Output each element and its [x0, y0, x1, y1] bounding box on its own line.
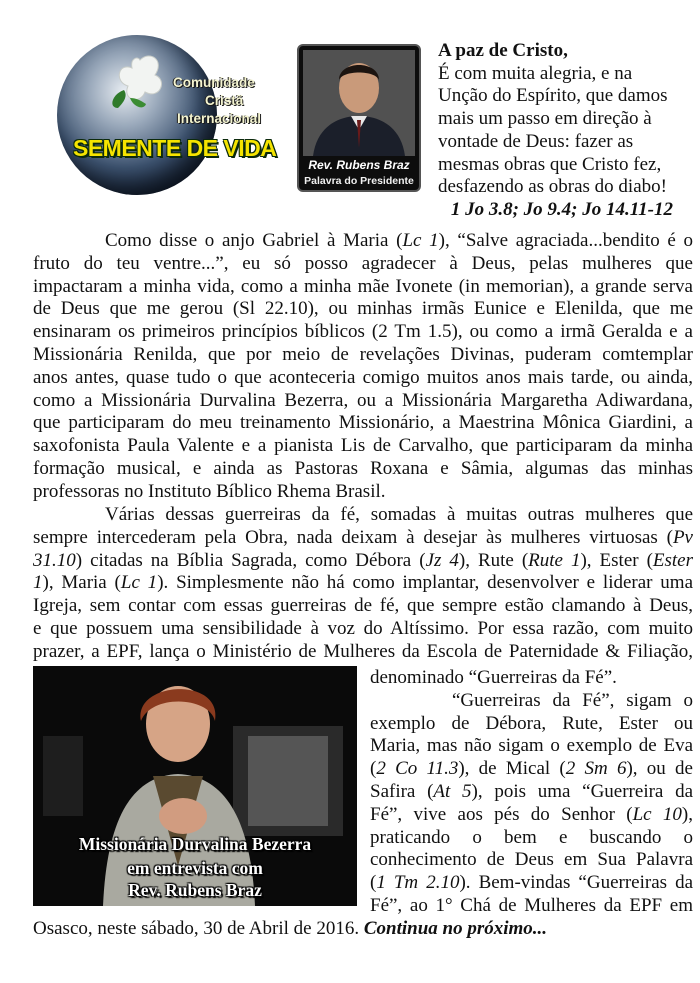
text-line: professoras no Instituto Bíblico Rhema Brasil.: [33, 480, 386, 502]
portrait-role: Palavra do Presidente: [304, 175, 414, 187]
text-line: formação musical, e ainda as Pastoras Roxana e Sâmia, algumas das minhas: [33, 457, 693, 479]
logo-text-line1: Comunidade: [173, 75, 255, 90]
text-line: de Deus que me gerou (Sl 22.10), ou minhas irmãs Eunice e Elenilda, que me: [33, 298, 693, 320]
text-line: ensinaram os primeiros princípios bíblicos (2 Tm 1.5), ou como a irmã Geralda e a: [33, 321, 693, 343]
paragraph-2: [33, 504, 693, 664]
text-line: (1 Tm 2.10). Bem-vindas “Guerreiras da: [370, 872, 694, 894]
logo-text-line3: Internacional: [177, 111, 262, 126]
text-line: e que possuem uma sensibilidade à voz do Altíssimo. Por essa razão, com muito: [33, 617, 693, 639]
interview-photo: [33, 666, 357, 906]
text-line: prazer, a EPF, lança o Ministério de Mulheres da Escola de Paternidade & Filiação,: [33, 640, 693, 662]
portrait-name: Rev. Rubens Braz: [308, 158, 410, 172]
text-line: 1), Maria (Lc 1). Simplesmente não há como implantar, desenvolver e liderar uma: [33, 572, 694, 594]
man-photo: [303, 50, 415, 156]
greeting-line: mesmas obras que Cristo fez,: [438, 153, 662, 175]
bible-references: 1 Jo 3.8; Jo 9.4; Jo 14.11-12: [450, 198, 673, 220]
greeting-line: vontade de Deus: fazer as: [438, 130, 634, 152]
photo-caption-line1: Missionária Durvalina Bezerra: [78, 834, 312, 854]
paragraph-3: [370, 667, 693, 918]
text-line: Safira (At 5), pois uma “Guerreira da: [370, 780, 694, 802]
flower-icon: [110, 50, 170, 110]
text-line: Igreja, sem contar com essas guerreiras de fé, que sempre estão clamando à Deus,: [33, 595, 693, 617]
text-line: como a Missionária Durvalina Bezerra, ou a Missionária Margaretha Adiwardana,: [33, 389, 693, 411]
text-line: conhecimento de Deus em Sua Palavra: [370, 849, 693, 871]
photo-caption-line2: em entrevista com: [127, 858, 263, 878]
greeting-line: desfazendo as obras do diabo!: [438, 176, 667, 198]
text-line: Maria, mas não sigam o exemplo de Eva: [370, 735, 693, 757]
greeting-line: Unção do Espírito, que damos: [438, 85, 668, 107]
church-logo: [55, 35, 280, 195]
text-line: “Guerreiras da Fé”, sigam o: [452, 689, 693, 711]
text-line: praticando o bem e buscando o: [370, 826, 693, 848]
text-line: Missionária Renilda, que por meio de revelações Divinas, puderam comtemplar: [33, 343, 693, 365]
text-line: anos antes, quase tudo o que aconteceria comigo muitos anos mais tarde, ou ainda,: [33, 366, 693, 388]
text-line: Como disse o anjo Gabriel à Maria (Lc 1), “Salve agraciada...bendito é o: [105, 230, 693, 251]
text-line: saxofonista Paula Valente e a pianista Lis de Carvalho, que participaram da minha: [33, 435, 693, 457]
text-line: exemplo de Débora, Rute, Ester ou: [370, 712, 693, 734]
text-line: Fé”, ao 1° Chá de Mulheres da EPF em: [370, 894, 693, 916]
continue-note: Continua no próximo...: [363, 918, 548, 939]
closing-line: [33, 918, 547, 940]
paragraph-1: [33, 230, 693, 504]
president-portrait: [297, 44, 421, 192]
text-line: denominado “Guerreiras da Fé”.: [370, 667, 617, 688]
greeting-block: [438, 40, 693, 222]
text-line: fruto do teu ventre...”, eu só posso agradecer à Deus, pelas mulheres que: [33, 252, 693, 274]
greeting-line: É com muita alegria, e na: [438, 62, 633, 84]
logo-main-text: SEMENTE DE VIDA: [73, 135, 277, 161]
greeting-line: mais um passo em direção à: [438, 108, 652, 130]
photo-caption-line3: Rev. Rubens Braz: [128, 880, 262, 900]
logo-text-line2: Cristã: [205, 93, 244, 108]
closing-text: Osasco, neste sábado, 30 de Abril de 2016.: [33, 918, 360, 939]
greeting-title: A paz de Cristo,: [438, 40, 568, 61]
text-line: sempre intercederam pela Obra, nada deixam à desejar às mulheres virtuosas (Pv: [33, 526, 693, 548]
text-line: Várias dessas guerreiras da fé, somadas à muitas outras mulheres que: [105, 504, 693, 525]
text-line: impactaram a minha vida, como a minha mãe Ivonete (in memorian), a grande serva: [33, 275, 693, 297]
text-line: Fé”, vive aos pés do Senhor (Lc 10),: [370, 803, 693, 825]
text-line: que participaram do meu treinamento Missionário, a Maestrina Mônica Giardini, a: [33, 412, 693, 434]
text-line: (2 Co 11.3), de Mical (2 Sm 6), ou de: [370, 758, 693, 780]
text-line: 31.10) citadas na Bíblia Sagrada, como Débora (Jz 4), Rute (Rute 1), Ester (Ester: [33, 549, 694, 571]
